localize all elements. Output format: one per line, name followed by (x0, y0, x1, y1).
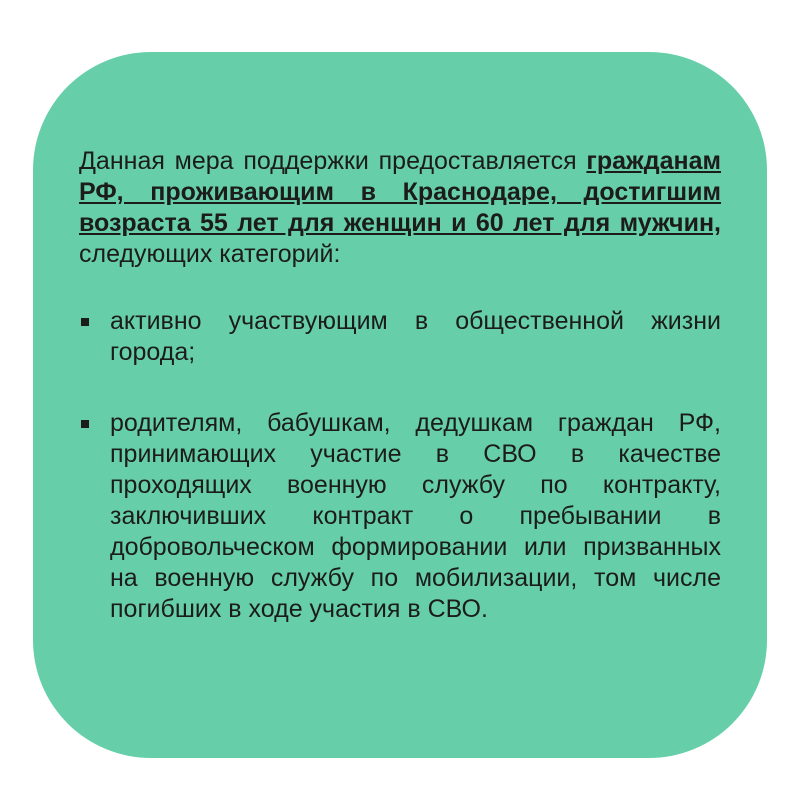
list-item-text: активно участвующим в общественной жизни города; (110, 307, 721, 366)
category-list (79, 306, 721, 625)
intro-paragraph (79, 146, 721, 270)
list-item-text: родителям, бабушкам, дедушкам граждан РФ, принимающих участие в СВО в качестве проходящих военную службу по контракту, заключивших контракт о пребывании в добровольческом формировании или призванных на военную службу по мобилизации, том числе погибших в ходе участия в СВО. (110, 409, 721, 623)
intro-lead-text: Данная мера поддержки предоставляется (79, 147, 587, 175)
list-item (79, 408, 721, 625)
intro-tail-text: следующих категорий: (79, 240, 341, 268)
intro-emphasis-text: гражданам РФ, проживающим в Краснодаре, достигшим возраста 55 лет для женщин и 60 лет для мужчин, (79, 147, 721, 237)
list-item (79, 306, 721, 368)
square-bullet-icon (81, 420, 89, 428)
info-card (33, 52, 767, 758)
square-bullet-icon (81, 318, 89, 326)
